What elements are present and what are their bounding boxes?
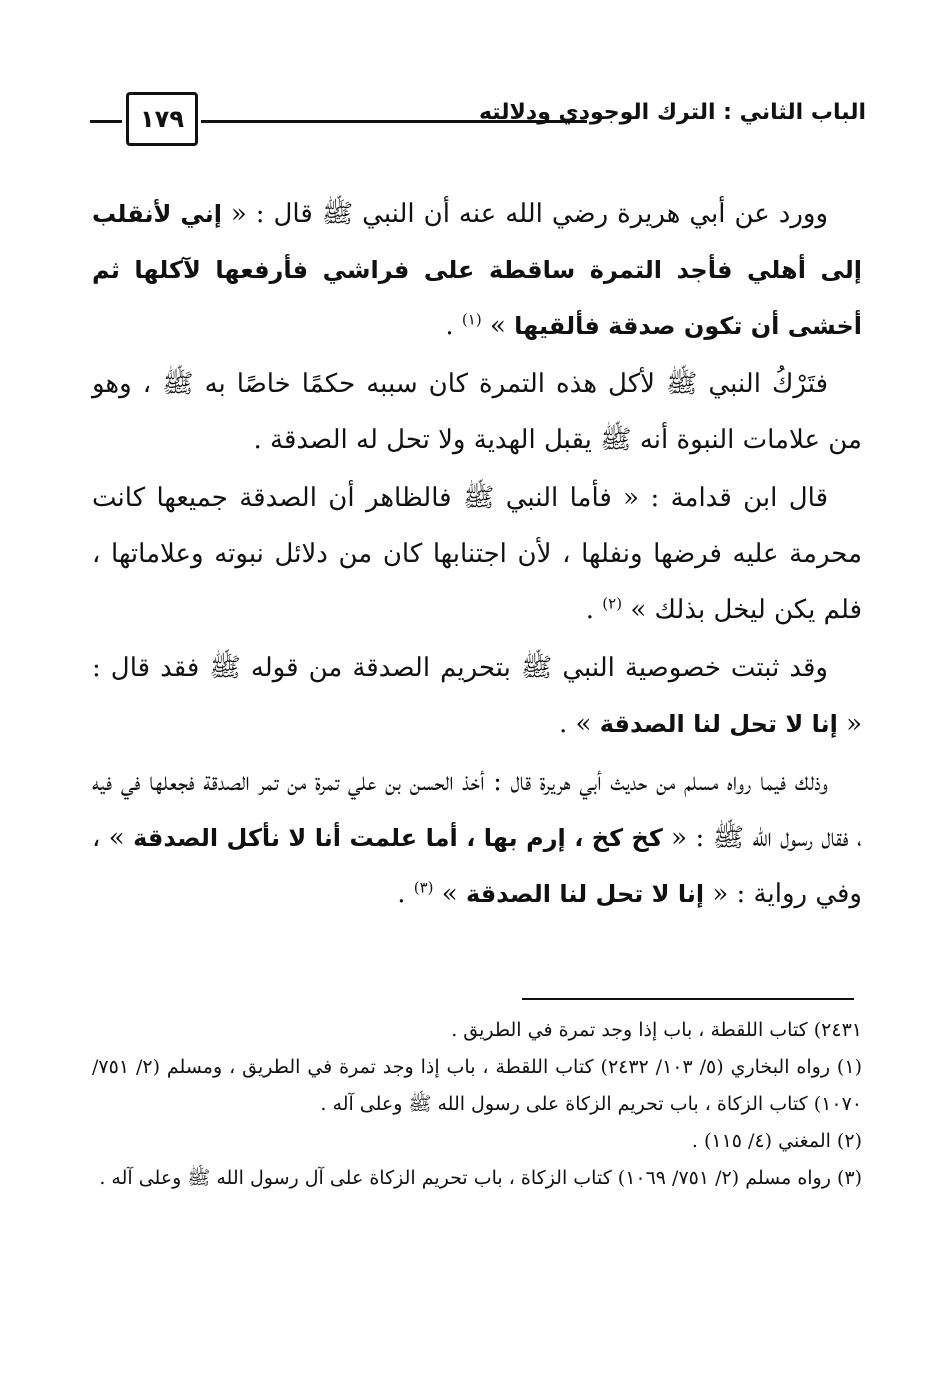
paragraph-text: وورد عن أبي هريرة رضي الله عنه أن النبي ﷺ قال : « [221, 199, 828, 229]
running-head [90, 86, 866, 154]
footnotes [92, 1012, 862, 1197]
footnote: ٢٤٣١) كتاب اللقطة ، باب إذا وجد تمرة في الطريق . [451, 1019, 862, 1041]
footnote-reference: (٢) [602, 594, 623, 613]
paragraph [92, 754, 862, 922]
paragraph-end: . [397, 879, 414, 909]
hadith-quote: إني لأنقلب إلى أهلي فأجد التمرة ساقطة على فراشي فأرفعها لآكلها ثم أخشى أن تكون صدقة فألقيها [92, 200, 862, 340]
footnote-separator [522, 998, 854, 1000]
paragraph [92, 640, 862, 752]
paragraph-end: . [445, 311, 462, 341]
footnote: (٣) رواه مسلم (٢/ ٧٥١/ ١٠٦٩) كتاب الزكاة ، باب تحريم الزكاة على آل رسول الله ﷺ وعلى آله . [99, 1167, 862, 1189]
page-number-box [126, 92, 198, 146]
page-number: ١٧٩ [140, 105, 184, 133]
body-text [92, 186, 862, 924]
paragraph-text: » ، وفي رواية : « [92, 823, 862, 909]
paragraph-text: فتَرْكُ النبي ﷺ لأكل هذه التمرة كان سببه حكمًا خاصًا به ﷺ ، وهو من علامات النبوة أنه ﷺ يقبل الهدية ولا تحل له الصدقة . [92, 369, 862, 455]
paragraph-text: » . [559, 709, 600, 739]
paragraph-text: قال ابن قدامة : « فأما النبي ﷺ فالظاهر أن الصدقة جميعها كانت محرمة عليه فرضها ونفلها ، لأن اجتنابها كان من دلائل نبوته وعلاماتها ، فلم يكن ليخل بذلك » [92, 483, 862, 625]
hadith-quote: إنا لا تحل لنا الصدقة [599, 710, 838, 738]
footnote-reference: (٣) [413, 878, 434, 897]
paragraph [92, 356, 862, 468]
hadith-quote: كخ كخ ، إرم بها ، أما علمت أنا لا نأكل الصدقة [133, 824, 663, 852]
paragraph-text: » [481, 311, 515, 341]
header-rule-left [90, 120, 122, 123]
footnote-reference: (١) [461, 310, 482, 329]
paragraph-text: وقد ثبتت خصوصية النبي ﷺ بتحريم الصدقة من قوله ﷺ فقد قال : « [92, 653, 862, 739]
footnote: (١) رواه البخاري (٥/ ١٠٣/ ٢٤٣٢) كتاب اللقطة ، باب إذا وجد تمرة في الطريق ، ومسلم (٢/ ٧٥١/ ١٠٧٠) كتاب الزكاة ، باب تحريم الزكاة على رسول الله ﷺ وعلى آله . [92, 1056, 862, 1115]
paragraph [92, 470, 862, 638]
paragraph [92, 186, 862, 354]
footnote: (٢) المغني (٤/ ١١٥) . [691, 1130, 862, 1152]
paragraph-end: . [585, 595, 603, 625]
paragraph-text: وذلك فيما رواه مسلم من حديث أبي هريرة قال : أخذ الحسن بن علي تمرة من تمر الصدقة فجعلها في فيه ، فقال رسول الله ﷺ : « [92, 767, 863, 853]
chapter-title: الباب الثاني : الترك الوجودي ودلالته [478, 100, 866, 125]
paragraph-text: » [433, 879, 466, 909]
hadith-quote: إنا لا تحل لنا الصدقة [465, 880, 705, 908]
